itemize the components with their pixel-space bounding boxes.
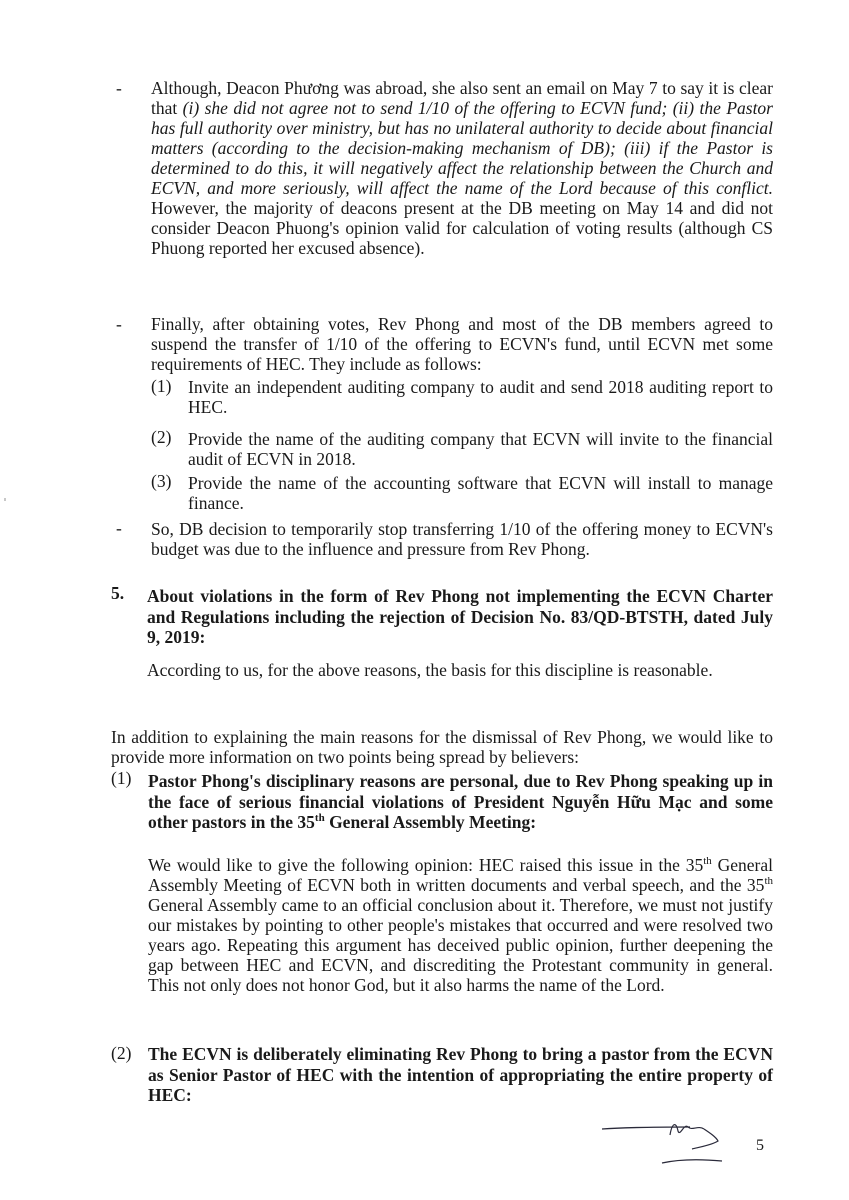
- point-heading: The ECVN is deliberately eliminating Rev Phong to bring a pastor from the ECVN as Senior Pastor of HEC with the intention of appropriating the entire property of HEC:: [148, 1044, 773, 1105]
- section-heading: About violations in the form of Rev Phong not implementing the ECVN Charter and Regulations including the rejection of Decision No. 83/QD-BTSTH, dated July 9, 2019:: [147, 586, 773, 647]
- scan-mark: [4, 498, 6, 501]
- bullet-lead-text: Although, Deacon Phương was abroad, she also sent an email on May 7 to say it is clear that: [151, 78, 773, 118]
- bullet-paragraph-db-decision: So, DB decision to temporarily stop transferring 1/10 of the offering money to ECVN's budget was due to the influence and pressure from Rev Phong.: [151, 519, 773, 559]
- ordinal-suffix: th: [703, 855, 712, 868]
- intro-paragraph: In addition to explaining the main reasons for the dismissal of Rev Phong, we would like to provide more information on two points being spread by believers:: [111, 727, 773, 767]
- section-number: 5.: [111, 583, 125, 603]
- point-body-text: General Assembly Meeting of ECVN both in written documents and verbal speech, and the 35: [148, 855, 773, 895]
- list-number: (2): [151, 427, 172, 447]
- page-number: 5: [756, 1137, 764, 1154]
- bullet-dash: -: [116, 314, 122, 334]
- list-item: Provide the name of the accounting software that ECVN will install to manage finance.: [188, 473, 773, 513]
- list-item: Provide the name of the auditing company that ECVN will invite to the financial audit of ECVN in 2018.: [188, 429, 773, 469]
- point-body-text: We would like to give the following opinion: HEC raised this issue in the 35: [148, 855, 704, 875]
- bullet-paragraph-suspend-transfer: Finally, after obtaining votes, Rev Phong and most of the DB members agreed to suspend the transfer of 1/10 of the offering to ECVN's fund, until ECVN met some requirements of HEC. They include as follows:: [151, 314, 773, 374]
- bullet-tail-text: However, the majority of deacons present at the DB meeting on May 14 and did not consider Deacon Phuong's opinion valid for calculation of voting results (although CS Phuong reported her excused absence).: [151, 198, 773, 258]
- point-heading: [148, 771, 773, 833]
- signature-mark: [600, 1115, 730, 1170]
- point-body-text: General Assembly came to an official conclusion about it. Therefore, we must not justify our mistakes by pointing to other people's mistakes that occurred and were resolved two years ago. Repeating this argument has deceived public opinion, further deepening the gap between HEC and ECVN, and discrediting the Protestant community in general. This not only does not honor God, but it also harms the name of the Lord.: [148, 895, 773, 995]
- list-number: (1): [151, 376, 172, 396]
- point-number: (2): [111, 1043, 132, 1063]
- list-number: (3): [151, 471, 172, 491]
- ordinal-suffix: th: [314, 812, 325, 825]
- point-heading-text-end: General Assembly Meeting:: [324, 812, 537, 832]
- point-heading-text: Pastor Phong's disciplinary reasons are personal, due to Rev Phong speaking up in the face of serious financial violations of President Nguyễn Hữu Mạc and some other pastors in the 35: [148, 771, 773, 832]
- bullet-dash: -: [116, 518, 122, 538]
- list-item: Invite an independent auditing company to audit and send 2018 auditing report to HEC.: [188, 377, 773, 417]
- bullet-italic-quote: (i) she did not agree not to send 1/10 of the offering to ECVN fund; (ii) the Pastor has full authority over ministry, but has no unilateral authority to decide about financial matters (according to the decision-making mechanism of DB); (iii) if the Pastor is determined to do this, it will negatively affect the relationship between the Church and ECVN, and more seriously, will affect the name of the Lord because of this conflict.: [151, 98, 773, 198]
- point-body: [148, 855, 773, 995]
- bullet-paragraph-phuong-email: [151, 78, 773, 258]
- section-body: According to us, for the above reasons, the basis for this discipline is reasonable.: [147, 660, 713, 680]
- point-number: (1): [111, 768, 132, 788]
- ordinal-suffix: th: [764, 875, 773, 888]
- bullet-dash: -: [116, 78, 122, 98]
